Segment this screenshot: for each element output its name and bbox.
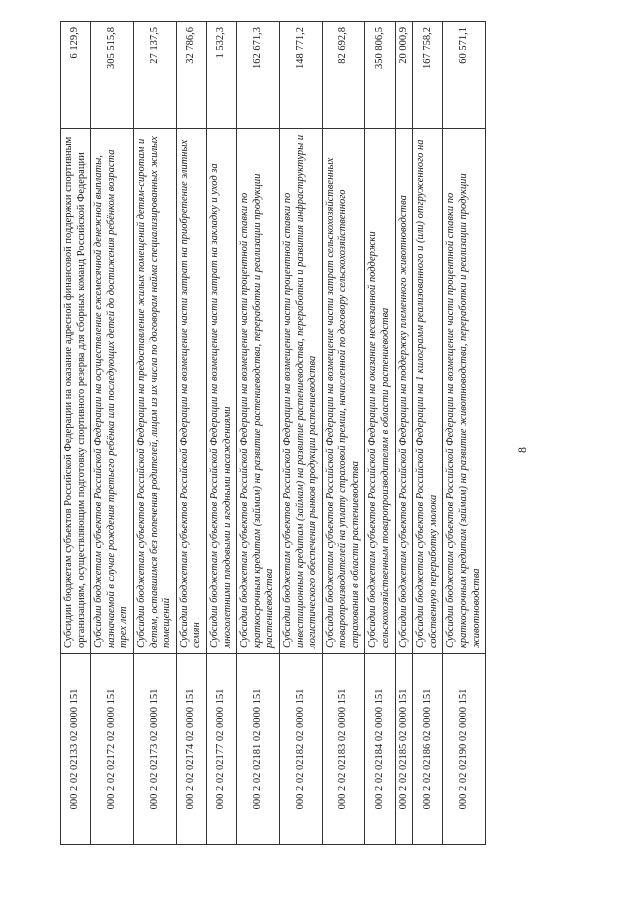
table-row xyxy=(365,22,395,845)
table-row xyxy=(443,22,486,845)
amount-cell: 6 129,9 xyxy=(61,22,91,129)
description-cell: Субсидии бюджетам субъектов Российской Федерации на оказание несвязанной поддержки сельскохозяйственным товаропроизводителям в области растениеводства xyxy=(365,129,395,654)
amount-cell: 27 137,5 xyxy=(133,22,176,129)
description-cell: Субсидии бюджетам субъектов Российской Федерации на оказание адресной финансовой поддержки спортивным организациям, осуществляющим подготовку спортивного резерва для сборных команд Российской Федерации xyxy=(61,129,91,654)
amount-cell: 148 771,2 xyxy=(279,22,322,129)
table-row xyxy=(237,22,280,845)
description-cell: Субсидии бюджетам субъектов Российской Федерации на возмещение части затрат сельскохозяйственных товаропроизводителей на уплату страховой премии, начисленной по договору сельскохозяйственного страхования в области растениеводства xyxy=(322,129,365,654)
description-cell: Субсидии бюджетам субъектов Российской Федерации на предоставление жилых помещений детям-сиротам и детям, оставшимся без попечения родителей, лицам из их числа по договорам найма специализированных жилых помещений xyxy=(133,129,176,654)
amount-cell: 32 786,6 xyxy=(176,22,206,129)
description-cell: Субсидии бюджетам субъектов Российской Федерации на возмещение части процентной ставки по краткосрочным кредитам (займам) на развитие растениеводства, переработки и реализации продукции растениеводства xyxy=(237,129,280,654)
table-row xyxy=(322,22,365,845)
table-row xyxy=(206,22,236,845)
amount-cell: 162 671,3 xyxy=(237,22,280,129)
budget-code-cell: 000 2 02 02184 02 0000 151 xyxy=(365,654,395,845)
page-number: 8 xyxy=(515,447,529,453)
description-cell: Субсидии бюджетам субъектов Российской Федерации на возмещение части процентной ставки по инвестиционным кредитам (займам) на развитие растениеводства, переработки и развития инфраструктуры и логистического обеспечения рынков продукции растениеводства xyxy=(279,129,322,654)
amount-cell: 167 758,2 xyxy=(413,22,443,129)
description-cell: Субсидии бюджетам субъектов Российской Федерации на осуществление ежемесячной денежной выплаты, назначаемой в случае рождения третьего ребёнка или последующих детей до достижения ребёнком возраста трех лет xyxy=(91,129,134,654)
amount-cell: 82 692,8 xyxy=(322,22,365,129)
budget-code-cell: 000 2 02 02172 02 0000 151 xyxy=(91,654,134,845)
table-row xyxy=(91,22,134,845)
table-row xyxy=(279,22,322,845)
amount-cell: 1 532,3 xyxy=(206,22,236,129)
budget-code-cell: 000 2 02 02190 02 0000 151 xyxy=(443,654,486,845)
budget-code-cell: 000 2 02 02174 02 0000 151 xyxy=(176,654,206,845)
budget-code-cell: 000 2 02 02185 02 0000 151 xyxy=(395,654,413,845)
amount-cell: 20 000,9 xyxy=(395,22,413,129)
budget-table xyxy=(60,21,486,845)
amount-cell: 305 515,8 xyxy=(91,22,134,129)
table-row xyxy=(395,22,413,845)
description-cell: Субсидии бюджетам субъектов Российской Федерации на возмещение части затрат на закладку и уход за многолетними плодовыми и ягодными насаждениями xyxy=(206,129,236,654)
amount-cell: 350 806,5 xyxy=(365,22,395,129)
rotated-content xyxy=(60,27,570,845)
budget-code-cell: 000 2 02 02186 02 0000 151 xyxy=(413,654,443,845)
budget-table-body xyxy=(61,22,486,845)
budget-code-cell: 000 2 02 02173 02 0000 151 xyxy=(133,654,176,845)
amount-cell: 60 571,1 xyxy=(443,22,486,129)
description-cell: Субсидии бюджетам субъектов Российской Федерации на 1 килограмм реализованного и (или) отгруженного на собственную переработку молока xyxy=(413,129,443,654)
description-cell: Субсидии бюджетам субъектов Российской Федерации на возмещение части процентной ставки по краткосрочным кредитам (займам) на развитие животноводства, переработки и реализации продукции животноводства xyxy=(443,129,486,654)
table-row xyxy=(133,22,176,845)
budget-code-cell: 000 2 02 02182 02 0000 151 xyxy=(279,654,322,845)
description-cell: Субсидии бюджетам субъектов Российской Федерации на поддержку племенного животноводства xyxy=(395,129,413,654)
budget-code-cell: 000 2 02 02177 02 0000 151 xyxy=(206,654,236,845)
description-cell: Субсидии бюджетам субъектов Российской Федерации на возмещение части затрат на приобретение элитных семян xyxy=(176,129,206,654)
budget-code-cell: 000 2 02 02133 02 0000 151 xyxy=(61,654,91,845)
budget-code-cell: 000 2 02 02181 02 0000 151 xyxy=(237,654,280,845)
table-row xyxy=(413,22,443,845)
budget-code-cell: 000 2 02 02183 02 0000 151 xyxy=(322,654,365,845)
table-row xyxy=(176,22,206,845)
table-row xyxy=(61,22,91,845)
